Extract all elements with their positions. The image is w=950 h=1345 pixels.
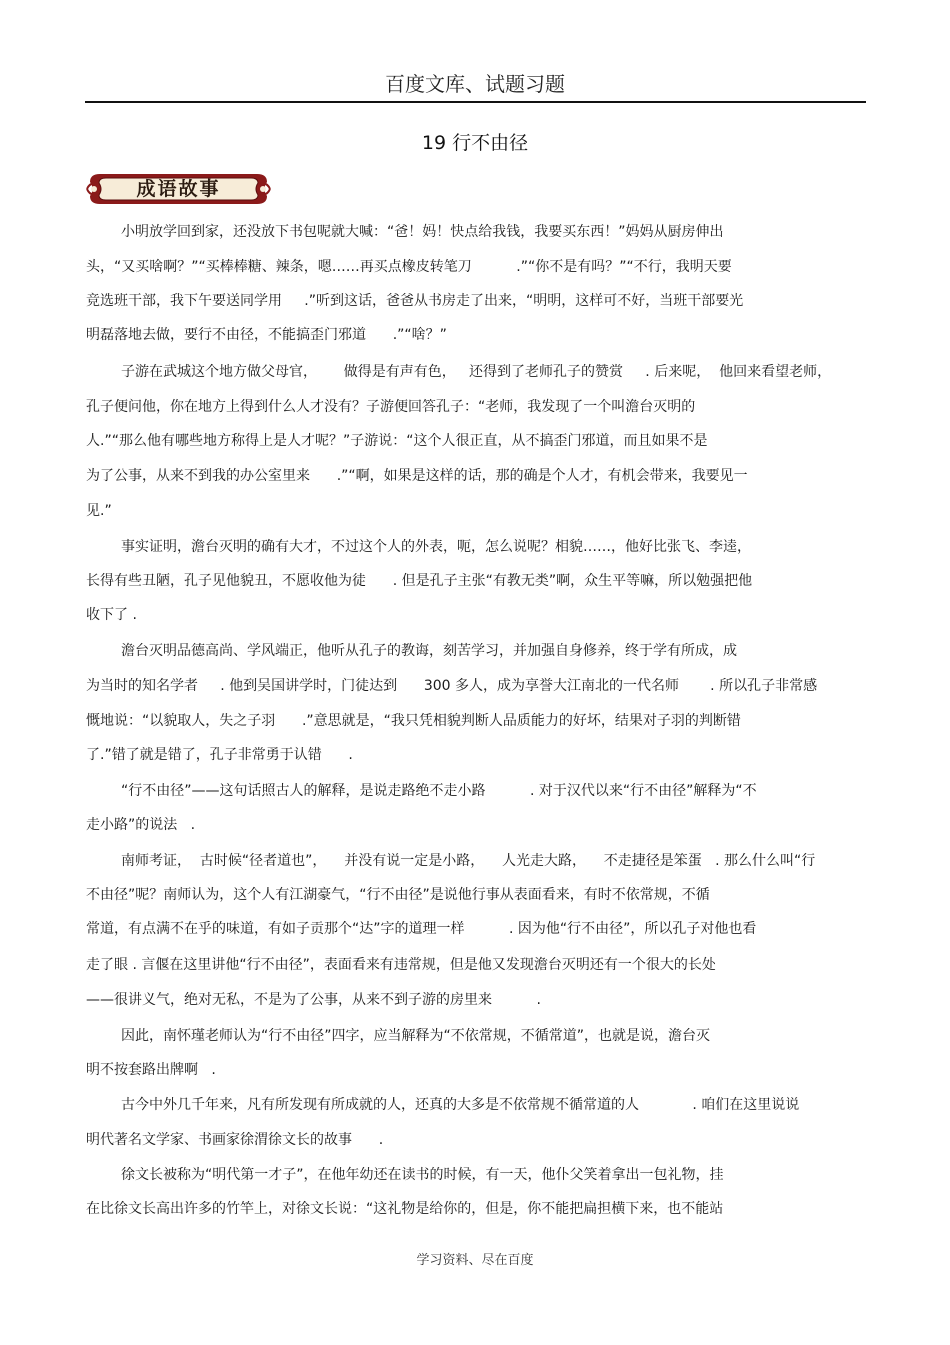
body-line: “行不由径”——这句话照古人的解释，是说走路绝不走小路 . 对于汉代以来“行不由径”解释为“不 [121, 783, 757, 799]
lesson-title: 19 行不由径 [421, 132, 529, 154]
body-line: 在比徐文长高出许多的竹竿上，对徐文长说：“这礼物是给你的，但是，你不能把扁担横下来，也不能站 [86, 1201, 724, 1217]
body-line: 事实证明，澹台灭明的确有大才，不过这个人的外表，呃，怎么说呢？相貌……，他好比张飞、李逵， [121, 539, 751, 555]
body-line: ——很讲义气，绝对无私，不是为了公事，从来不到子游的房里来 . [86, 992, 541, 1008]
page-header-title: 百度文库、试题习题 [385, 72, 565, 96]
body-line: 孔子便问他，你在地方上得到什么人才没有？子游便回答孔子：“老师，我发现了一个叫澹台灭明的 [86, 399, 696, 415]
body-line: 长得有些丑陋，孔子见他貌丑，不愿收他为徒 . 但是孔子主张“有教无类”啊，众生平等嘛，所以勉强把他 [86, 573, 753, 589]
body-line: 为了公事，从来不到我的办公室里来 .”“啊，如果是这样的话，那的确是个人才，有机会带来，我要见一 [86, 468, 748, 484]
body-line: 明不按套路出牌啊 . [86, 1062, 216, 1078]
body-line: 不由径”呢？南师认为，这个人有江湖豪气，“行不由径”是说他行事从表面看来，有时不依常规，不循 [86, 887, 710, 903]
body-line: 古今中外几千年来，凡有所发现有所成就的人，还真的大多是不依常规不循常道的人 . 咱们在这里说说 [121, 1097, 800, 1113]
body-line: 因此，南怀瑾老师认为“行不由径”四字，应当解释为“不依常规，不循常道”，也就是说，澹台灭 [121, 1028, 711, 1044]
body-line: 走了眼 . 言偃在这里讲他“行不由径”，表面看来有违常规，但是他又发现澹台灭明还有一个很大的长处 [86, 957, 716, 973]
section-banner-label: 成语故事 [136, 178, 221, 200]
body-line: 人.”“那么他有哪些地方称得上是人才呢？”子游说：“这个人很正直，从不搞歪门邪道，而且如果不是 [86, 433, 708, 449]
body-line: 明磊落地去做，要行不由径，不能搞歪门邪道 .”“啥？” [86, 327, 447, 343]
body-line: 了.”错了就是错了，孔子非常勇于认错 . [86, 747, 353, 763]
body-line: 为当时的知名学者 . 他到吴国讲学时，门徒达到 300 多人，成为享誉大江南北的一代名师 . 所以孔子非常感 [86, 678, 818, 694]
section-banner [86, 168, 271, 210]
body-line: 常道，有点满不在乎的味道，有如子贡那个“达”字的道理一样 . 因为他“行不由径”，所以孔子对他也看 [86, 921, 757, 937]
body-line: 收下了 . [86, 607, 137, 623]
body-line: 竞选班干部，我下午要送同学用 .”听到这话，爸爸从书房走了出来，“明明，这样可不好，当班干部要光 [86, 293, 744, 309]
body-line: 南师考证， 古时候“径者道也”， 并没有说一定是小路， 人光走大路， 不走捷径是笨蛋 . 那么什么叫“行 [121, 853, 816, 869]
body-line: 徐文长被称为“明代第一才子”，在他年幼还在读书的时候，有一天，他仆父笑着拿出一包礼物，挂 [121, 1167, 724, 1183]
body-line: 头，“又买啥啊？”“买棒棒糖、辣条，嗯……再买点橡皮转笔刀 .”“你不是有吗？”“不行，我明天要 [86, 259, 732, 275]
page-footer: 学习资料、尽在百度 [416, 1253, 534, 1268]
body-line: 子游在武城这个地方做父母官， 做得是有声有色， 还得到了老师孔子的赞赏 . 后来呢， 他回来看望老师， [121, 364, 832, 380]
body-line: 走小路”的说法 . [86, 817, 196, 833]
body-line: 见.” [86, 503, 112, 519]
header-divider [85, 101, 866, 103]
body-line: 明代著名文学家、书画家徐渭徐文长的故事 . [86, 1132, 384, 1148]
body-line: 小明放学回到家，还没放下书包呢就大喊：“爸！妈！快点给我钱，我要买东西！”妈妈从厨房伸出 [121, 224, 724, 240]
body-line: 慨地说：“以貌取人，失之子羽 .”意思就是，“我只凭相貌判断人品质能力的好坏，结果对子羽的判断错 [86, 713, 741, 729]
body-line: 澹台灭明品德高尚、学风端正，他听从孔子的教诲，刻苦学习，并加强自身修养，终于学有所成，成 [121, 643, 737, 659]
